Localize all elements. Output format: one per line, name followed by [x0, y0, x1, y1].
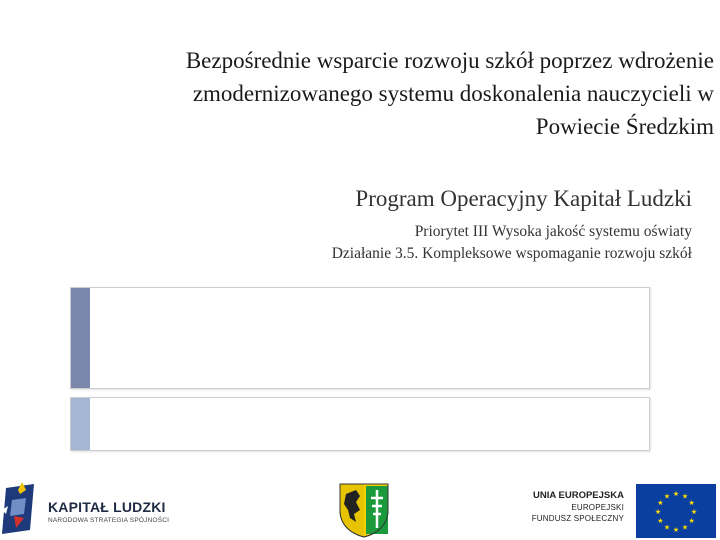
- eu-flag-icon: [636, 484, 716, 538]
- svg-text:★: ★: [688, 499, 695, 507]
- powiat-crest-icon: [336, 480, 392, 538]
- svg-text:★: ★: [657, 499, 664, 507]
- eu-line-3: FUNDUSZ SPOŁECZNY: [531, 514, 624, 523]
- eu-line-2: EUROPEJSKI: [571, 503, 624, 512]
- eu-line-1: UNIA EUROPEJSKA: [533, 490, 624, 501]
- content-placeholder-box-small: [70, 397, 650, 451]
- svg-text:★: ★: [688, 517, 695, 525]
- svg-text:★: ★: [663, 523, 671, 532]
- svg-text:★: ★: [690, 508, 698, 516]
- kapital-ludzki-subtitle: NARODOWA STRATEGIA SPÓJNOŚCI: [48, 517, 170, 524]
- svg-text:★: ★: [654, 508, 662, 516]
- box-accent-bar: [71, 398, 90, 450]
- svg-text:★: ★: [681, 523, 689, 532]
- content-placeholder-box: [70, 287, 650, 389]
- program-priority: Priorytet III Wysoka jakość systemu oświaty: [414, 223, 692, 240]
- svg-text:★: ★: [657, 517, 664, 525]
- title-line-2: zmodernizowanego systemu doskonalenia nauczycieli w: [192, 81, 714, 106]
- title-line-1: Bezpośrednie wsparcie rozwoju szkół poprzez wdrożenie: [185, 48, 714, 73]
- svg-text:★: ★: [672, 526, 680, 534]
- eu-label: [488, 490, 624, 524]
- svg-text:★: ★: [663, 492, 671, 501]
- program-action: Działanie 3.5. Kompleksowe wspomaganie rozwoju szkół: [331, 245, 692, 262]
- svg-text:★: ★: [672, 490, 680, 498]
- kapital-ludzki-title: KAPITAŁ LUDZKI: [48, 499, 166, 515]
- program-name: Program Operacyjny Kapitał Ludzki: [355, 186, 692, 211]
- box-accent-bar: [71, 288, 90, 388]
- title-line-3: Powiecie Średzkim: [535, 114, 714, 139]
- page-title: [30, 44, 714, 143]
- svg-text:★: ★: [681, 492, 689, 501]
